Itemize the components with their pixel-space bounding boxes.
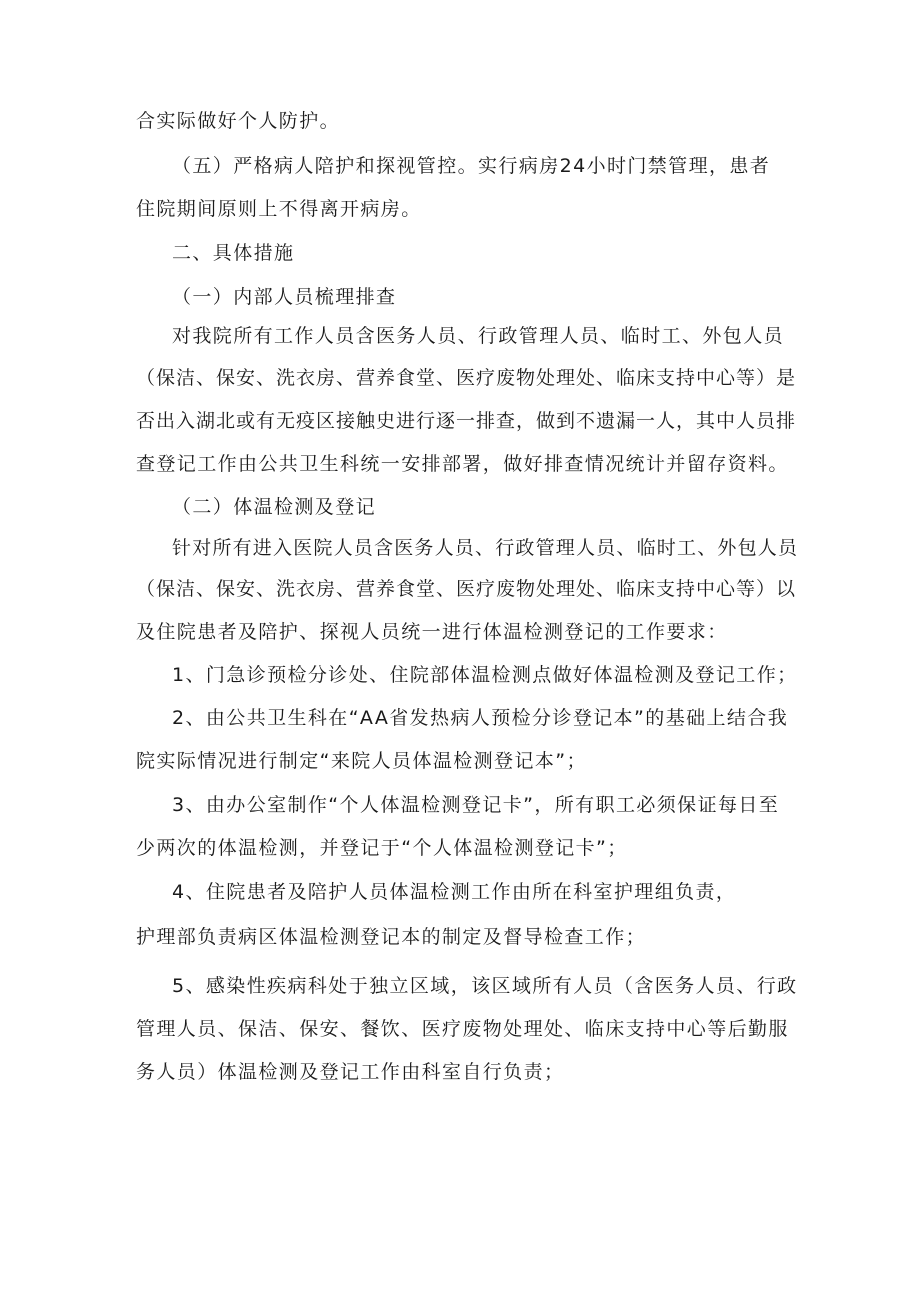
text-line: 及住院患者及陪护、探视人员统一进行体温检测登记的工作要求： [136, 621, 728, 643]
subsection-heading: （二）体温检测及登记 [172, 496, 377, 518]
text-line: 否出入湖北或有无疫区接触史进行逐一排查，做到不遗漏一人，其中人员排 [136, 410, 797, 432]
text-line: （保洁、保安、洗衣房、营养食堂、医疗废物处理处、临床支持中心等）以 [136, 578, 797, 600]
text-line: 院实际情况进行制定“来院人员体温检测登记本”； [136, 750, 587, 772]
text-line: （保洁、保安、洗衣房、营养食堂、医疗废物处理处、临床支持中心等）是 [136, 367, 797, 389]
text-line: 对我院所有工作人员含医务人员、行政管理人员、临时工、外包人员 [172, 325, 785, 347]
text-line: （五）严格病人陪护和探视管控。实行病房24小时门禁管理，患者 [172, 155, 771, 177]
text-line: 务人员）体温检测及登记工作由科室自行负责； [136, 1061, 565, 1083]
list-item: 2、由公共卫生科在“AA省发热病人预检分诊登记本”的基础上结合我 [172, 707, 789, 729]
text-line: 合实际做好个人防护。 [136, 110, 341, 132]
list-item: 3、由办公室制作“个人体温检测登记卡”，所有职工必须保证每日至 [172, 794, 780, 816]
text-line: 少两次的体温检测，并登记于“个人体温检测登记卡”； [136, 837, 628, 859]
list-item: 1、门急诊预检分诊处、住院部体温检测点做好体温检测及登记工作； [172, 664, 798, 686]
text-line: 针对所有进入医院人员含医务人员、行政管理人员、临时工、外包人员 [172, 537, 799, 559]
section-heading: 二、具体措施 [172, 242, 295, 264]
text-line: 护理部负责病区体温检测登记本的制定及督导检查工作； [136, 926, 647, 948]
list-item: 4、住院患者及陪护人员体温检测工作由所在科室护理组负责， [172, 881, 737, 903]
list-item: 5、感染性疾病科处于独立区域，该区域所有人员（含医务人员、行政 [172, 975, 798, 997]
subsection-heading: （一）内部人员梳理排查 [172, 286, 397, 308]
text-line: 住院期间原则上不得离开病房。 [136, 198, 422, 220]
text-line: 管理人员、保洁、保安、餐饮、医疗废物处理处、临床支持中心等后勤服 [136, 1018, 789, 1040]
text-line: 查登记工作由公共卫生科统一安排部署，做好排查情况统计并留存资料。 [136, 453, 789, 475]
